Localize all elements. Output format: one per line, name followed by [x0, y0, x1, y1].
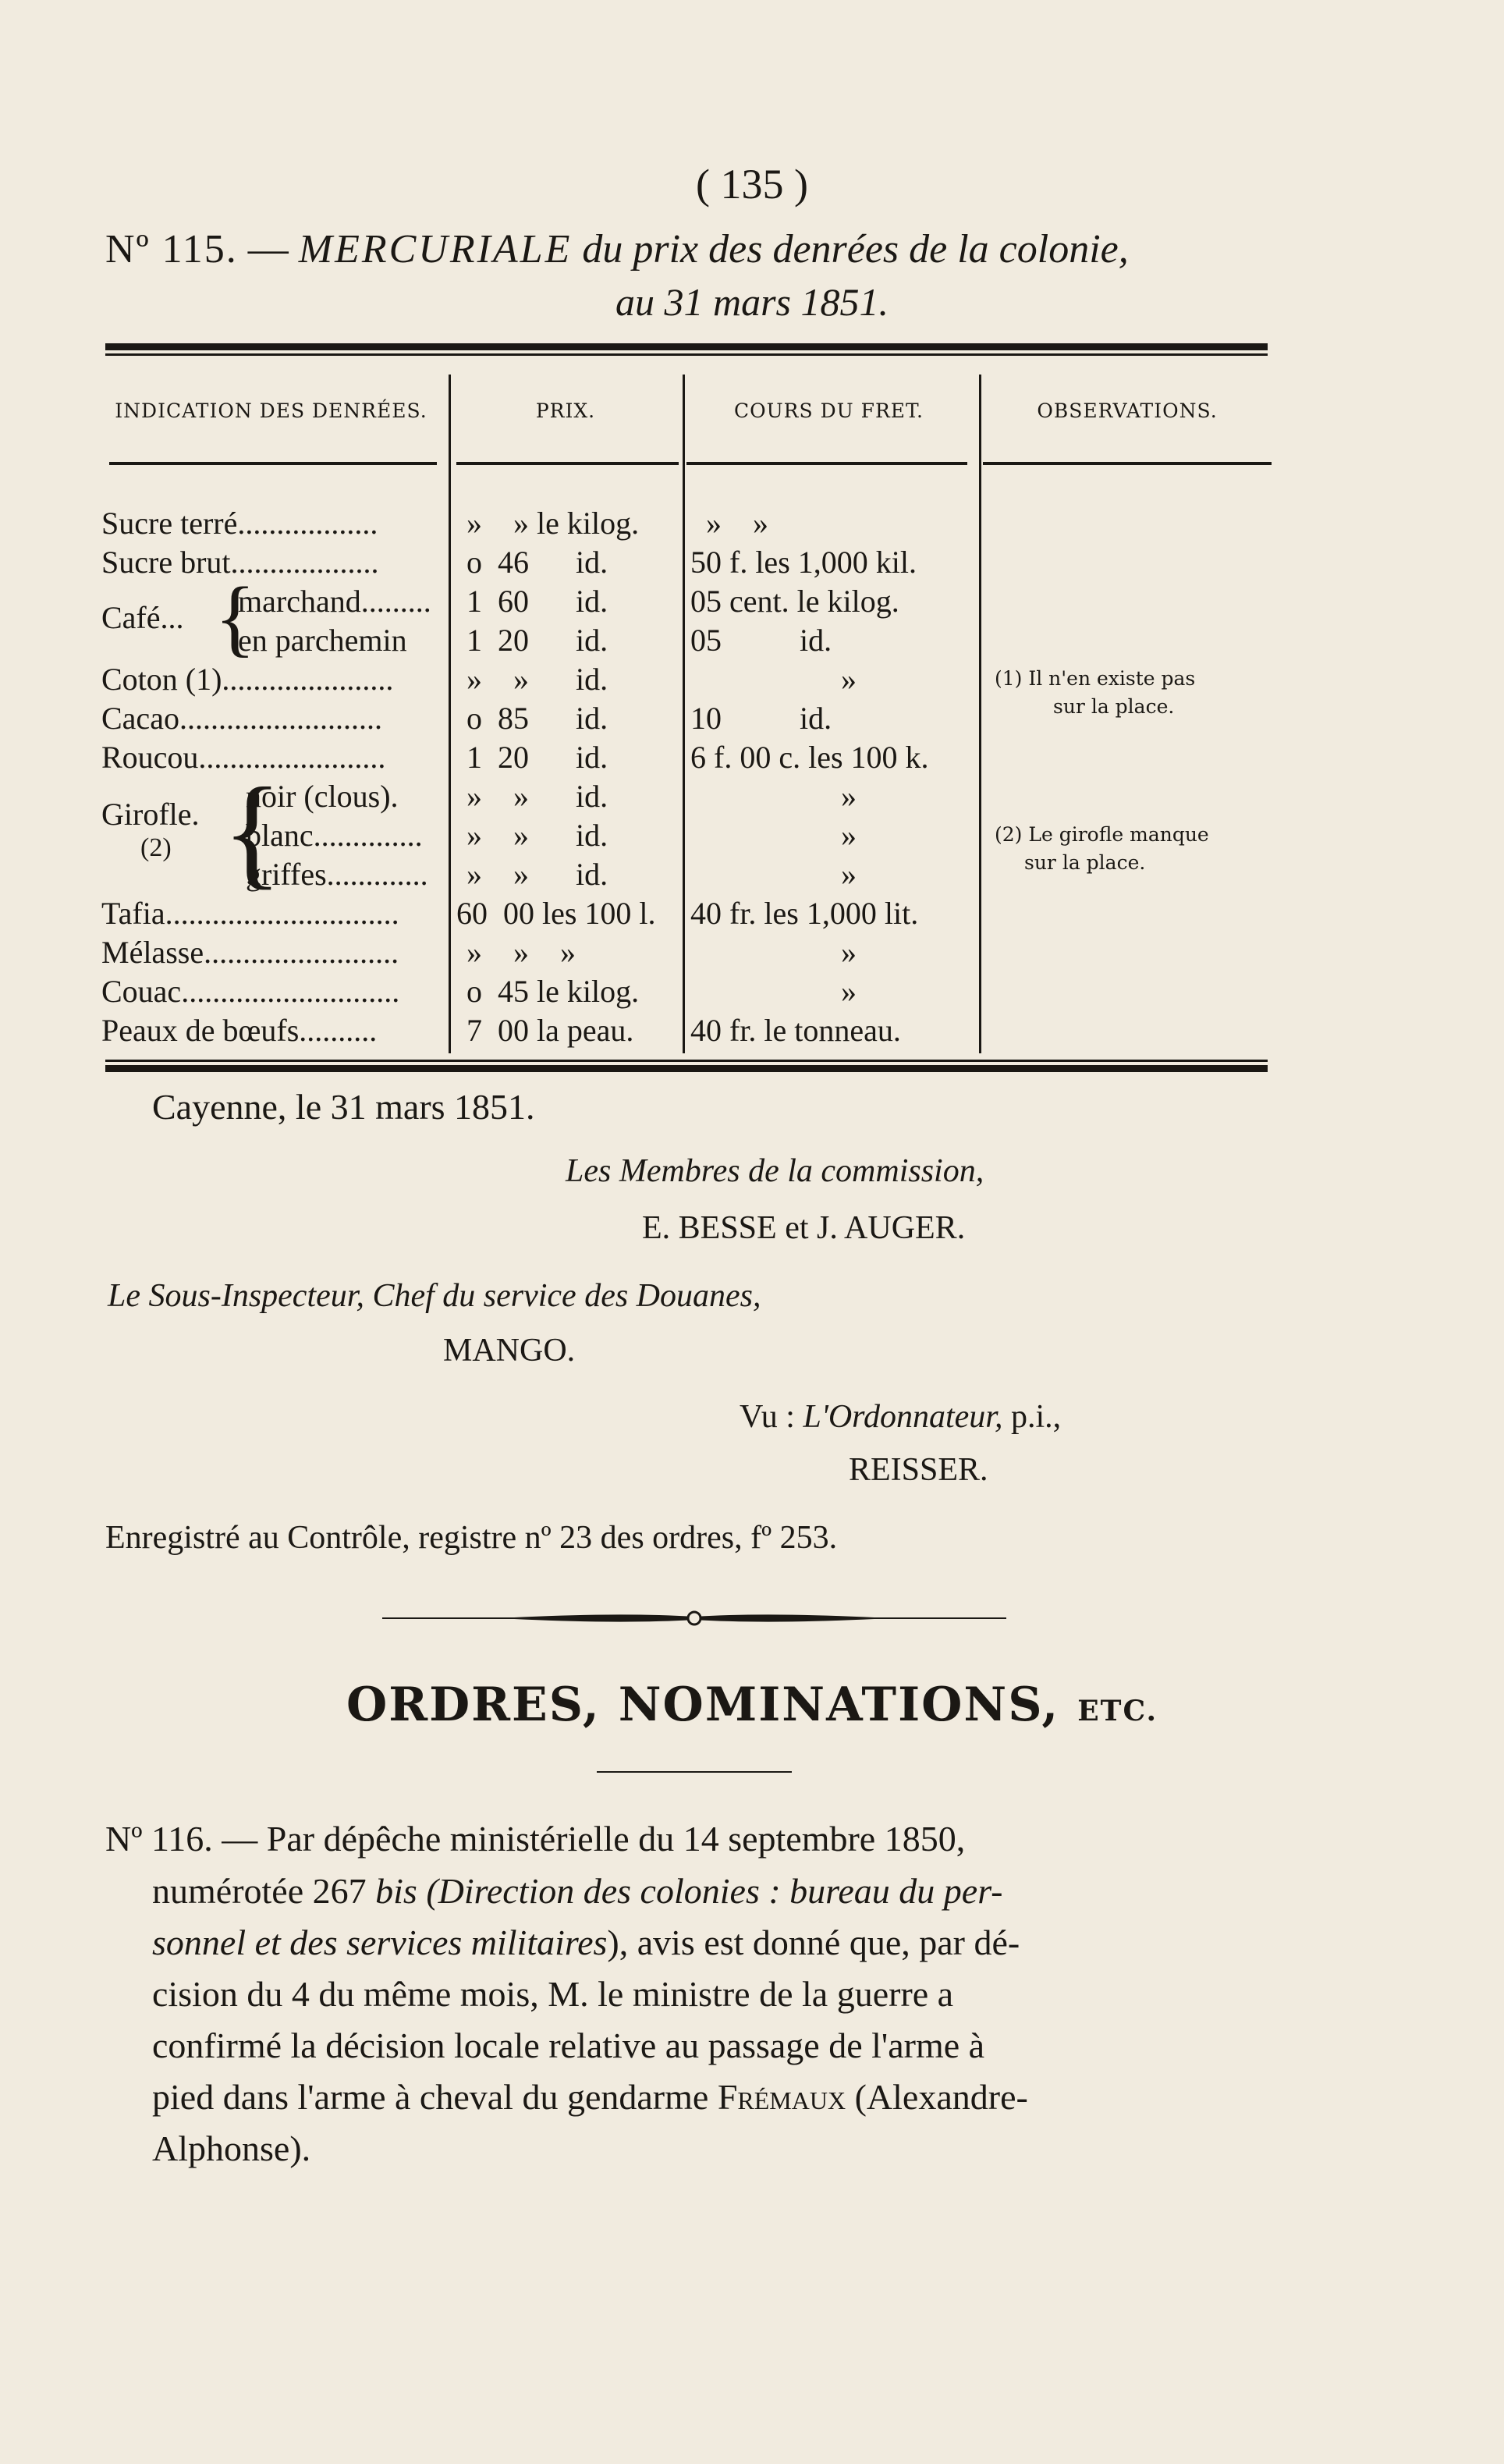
fret-cell: 10 id.	[690, 701, 832, 736]
para116-line2	[152, 1870, 1003, 1912]
section-title: ORDRES, NOMINATIONS,	[346, 1678, 1060, 1732]
section-underline	[597, 1771, 792, 1773]
place-date: Cayenne, le 31 mars 1851.	[152, 1087, 535, 1127]
row-label: Coton (1)......................	[101, 662, 394, 697]
row-label: Mélasse.........................	[101, 935, 399, 970]
price-cell: 1 20 id.	[466, 623, 608, 658]
row-label: marchand.........	[238, 584, 431, 619]
table-bottom-rule-thin	[105, 1060, 1268, 1062]
column-separator	[979, 375, 981, 1053]
header-fret: COURS DU FRET.	[733, 399, 924, 422]
fret-cell: 50 f. les 1,000 kil.	[690, 545, 917, 580]
fret-cell: 05 id.	[690, 623, 832, 658]
sous-inspecteur-title: Le Sous-Inspecteur, Chef du service des Douanes,	[108, 1278, 761, 1314]
title-rest: du prix des denrées de la colonie,	[582, 227, 1129, 272]
price-cell: 1 60 id.	[466, 584, 608, 619]
column-separator	[683, 375, 685, 1053]
para116-line3	[152, 1922, 1020, 1963]
column-separator	[449, 375, 451, 1053]
price-cell: 7 00 la peau.	[466, 1013, 634, 1048]
observation-2-line1: (2) Le girofle manque	[995, 823, 1209, 846]
vu-line	[740, 1398, 1061, 1436]
para116-line2-b: bis	[375, 1871, 417, 1911]
row-label: en parchemin	[238, 623, 407, 658]
para116-line7: Alphonse).	[152, 2128, 311, 2168]
header-observations: OBSERVATIONS.	[1037, 399, 1218, 422]
brace-cafe: {	[215, 570, 256, 665]
price-cell: o 85 id.	[466, 701, 608, 736]
header-underline	[983, 462, 1272, 465]
sous-inspecteur-name: MANGO.	[443, 1333, 576, 1369]
fret-cell: 05 cent. le kilog.	[690, 584, 899, 619]
observation-1-line2: sur la place.	[1053, 695, 1175, 718]
header-prix: PRIX.	[535, 399, 596, 422]
para116-line1: Nº 116. — Par dépêche ministérielle du 14 septembre 1850,	[105, 1819, 966, 1859]
price-cell: » » »	[466, 935, 576, 970]
header-underline	[456, 462, 679, 465]
group-label-girofle: Girofle.	[101, 797, 200, 832]
vu-name: REISSER.	[849, 1452, 988, 1488]
header-indication: INDICATION DES DENRÉES.	[115, 399, 427, 422]
enregistre-line: Enregistré au Contrôle, registre nº 23 des ordres, fº 253.	[105, 1520, 838, 1556]
row-label: Sucre terré..................	[101, 506, 378, 541]
fret-cell: » »	[706, 506, 768, 541]
table-bottom-rule	[105, 1065, 1268, 1072]
observation-1-line1: (1) Il n'en existe pas	[995, 667, 1196, 690]
observation-2-line2: sur la place.	[1024, 851, 1146, 874]
fret-cell: »	[841, 779, 857, 814]
row-label: Sucre brut...................	[101, 545, 379, 580]
fret-cell: »	[841, 818, 857, 853]
group-note-girofle: (2)	[140, 833, 172, 862]
para116-line2-a: numérotée 267	[152, 1871, 376, 1911]
page-number: ( 135 )	[696, 161, 808, 208]
para116-line5: confirmé la décision locale relative au passage de l'arme à	[152, 2026, 985, 2065]
fret-cell: »	[841, 662, 857, 697]
header-underline	[686, 462, 967, 465]
commission-title: Les Membres de la commission,	[566, 1153, 984, 1189]
vu-suffix: p.i.,	[1010, 1399, 1062, 1435]
fret-cell: 40 fr. le tonneau.	[690, 1013, 901, 1048]
row-label: blanc..............	[246, 818, 423, 853]
brace-girofle: {	[222, 762, 282, 900]
para116-line3-b: ), avis est donné que, par dé-	[607, 1923, 1020, 1962]
row-label: Peaux de bœufs..........	[101, 1013, 378, 1048]
para116-line2-c: (Direction des colonies : bureau du per-	[417, 1871, 1003, 1911]
header-underline	[109, 462, 437, 465]
para116-line3-a: sonnel et des services militaires	[152, 1923, 608, 1962]
fret-cell: 40 fr. les 1,000 lit.	[690, 896, 919, 931]
group-label-cafe: Café...	[101, 600, 184, 635]
title-word: MERCURIALE	[298, 227, 573, 272]
price-cell: 1 20 id.	[466, 740, 608, 775]
row-label: Tafia..............................	[101, 896, 399, 931]
section-heading	[0, 1678, 1504, 1732]
para116-line6-b: Frémaux	[717, 2077, 846, 2117]
ornament-divider	[382, 1603, 1006, 1635]
row-label: griffes.............	[246, 857, 428, 892]
fret-cell: »	[841, 974, 857, 1009]
row-label: Couac............................	[101, 974, 400, 1009]
para116-line4: cision du 4 du même mois, M. le ministre de la guerre a	[152, 1974, 954, 2014]
title-date-line: au 31 mars 1851.	[615, 280, 889, 324]
title-dash: —	[247, 227, 289, 272]
mercuriale-title	[105, 226, 1129, 272]
price-cell: » » id.	[466, 662, 608, 697]
table-top-rule	[105, 343, 1268, 350]
vu-title: L'Ordonnateur,	[803, 1399, 1003, 1435]
row-label: Cacao..........................	[101, 701, 382, 736]
price-cell: » » id.	[466, 779, 608, 814]
price-cell: o 46 id.	[466, 545, 608, 580]
price-cell: 60 00 les 100 l.	[456, 896, 656, 931]
price-cell: o 45 le kilog.	[466, 974, 640, 1009]
commission-names: E. BESSE et J. AUGER.	[642, 1210, 966, 1246]
section-etc: ETC.	[1077, 1695, 1158, 1727]
observation-1	[995, 665, 1195, 721]
observation-2	[995, 821, 1209, 877]
para116-line6-c: (Alexandre-	[846, 2077, 1028, 2117]
row-label: Roucou........................	[101, 740, 386, 775]
table-top-rule-thin	[105, 353, 1268, 356]
fret-cell: »	[841, 935, 857, 970]
para116-line6	[152, 2076, 1028, 2118]
price-cell: » » id.	[466, 857, 608, 892]
vu-prefix: Vu :	[740, 1399, 795, 1435]
price-cell: » » id.	[466, 818, 608, 853]
row-label: noir (clous).	[246, 779, 399, 814]
price-cell: » » le kilog.	[466, 506, 640, 541]
fret-cell: »	[841, 857, 857, 892]
title-number: Nº 115.	[105, 227, 238, 272]
para116-line6-a: pied dans l'arme à cheval du gendarme	[152, 2077, 718, 2117]
fret-cell: 6 f. 00 c. les 100 k.	[690, 740, 929, 775]
